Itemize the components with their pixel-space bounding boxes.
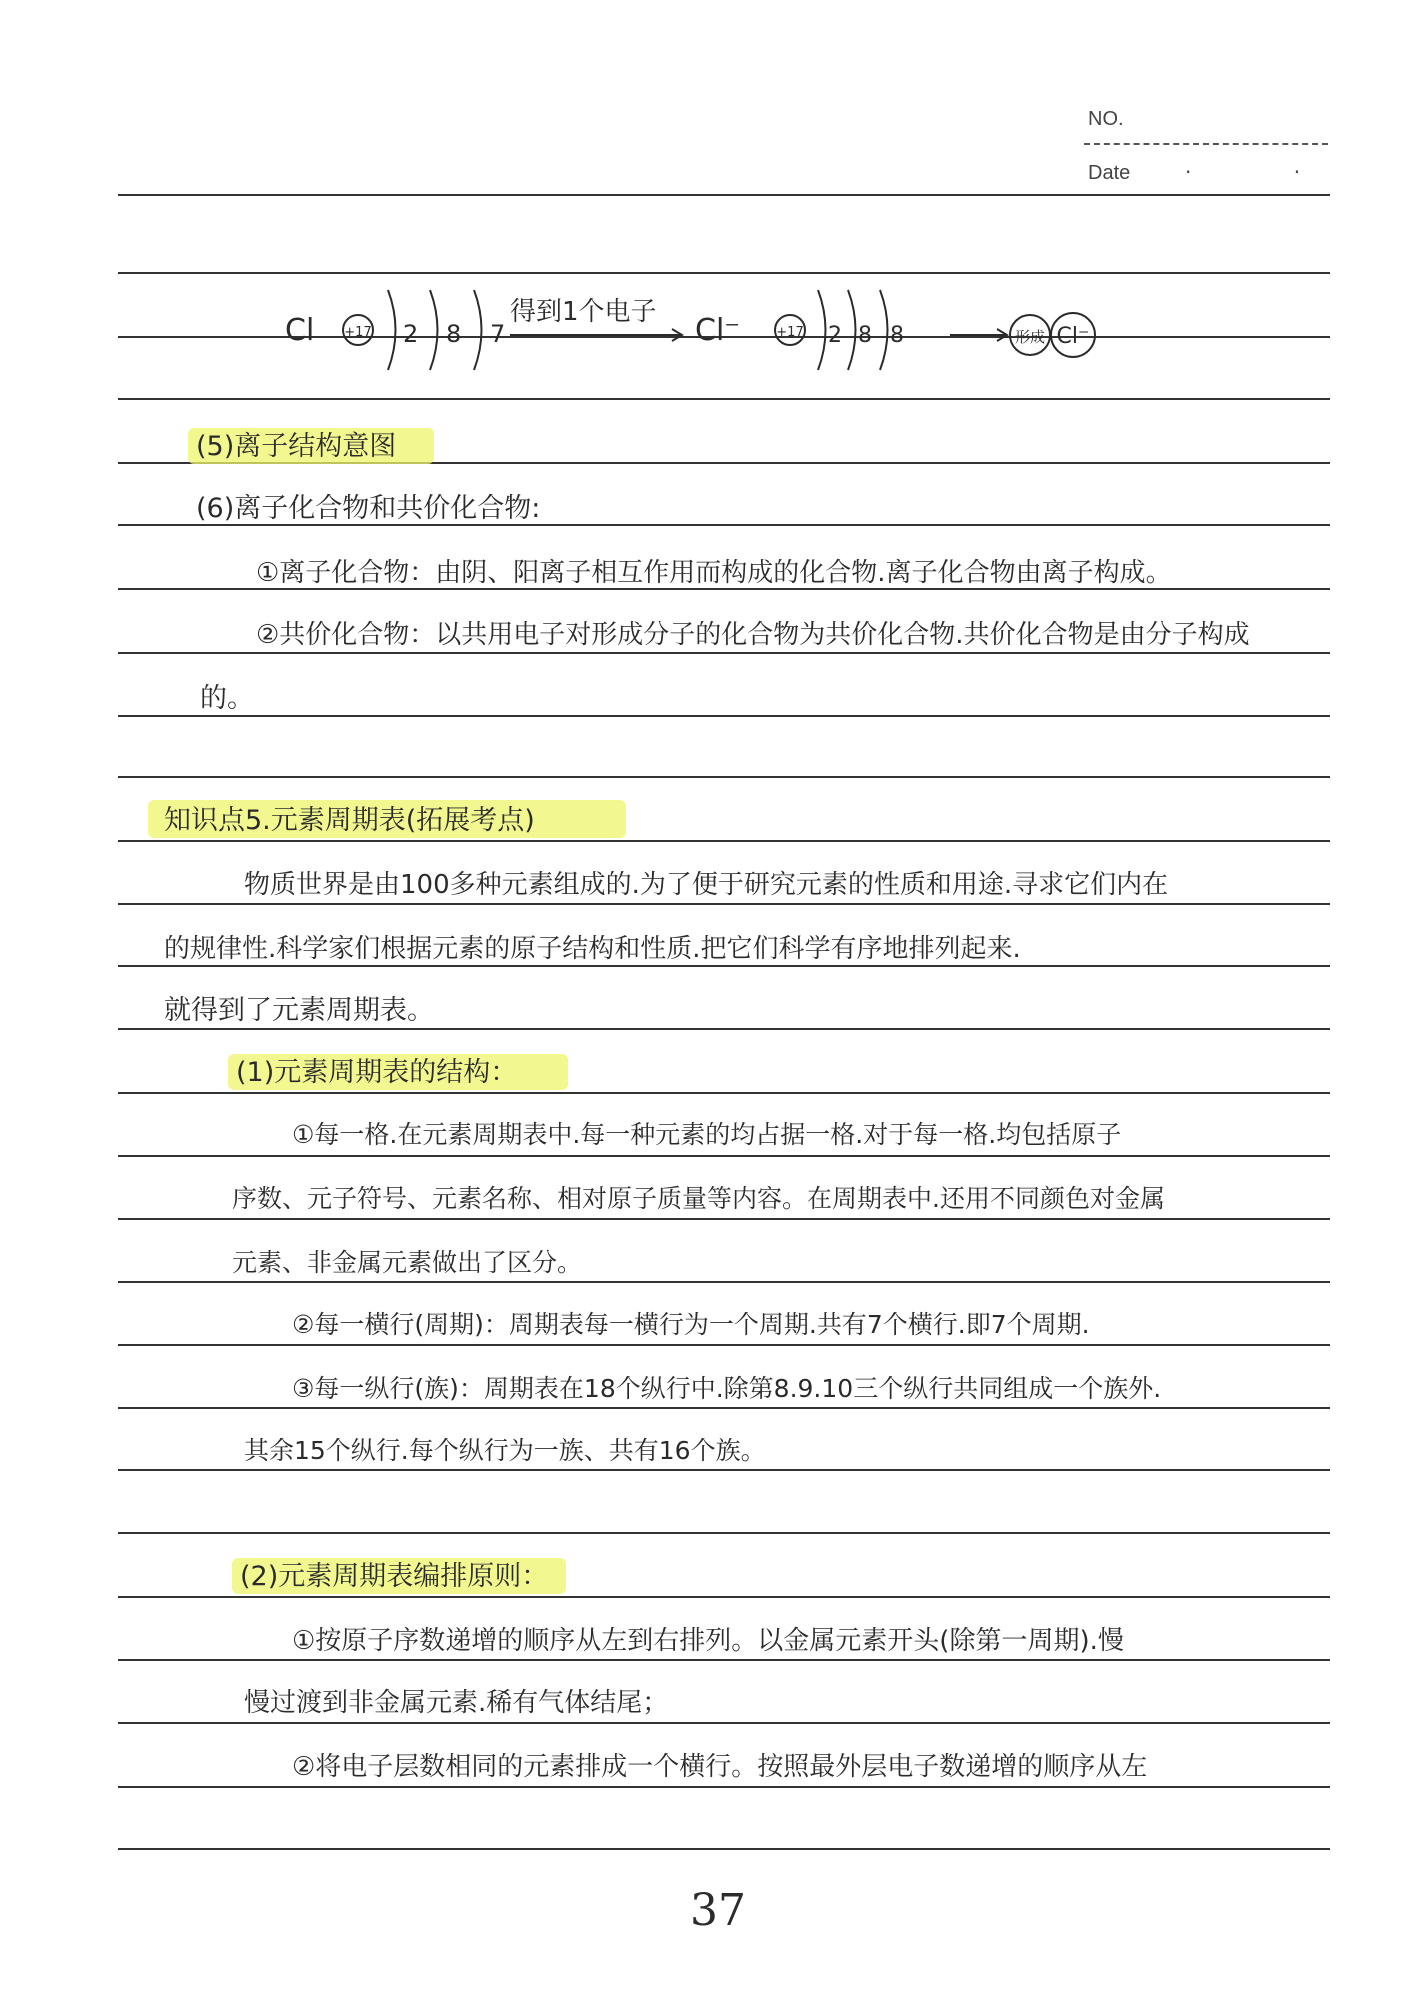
electron-shell-arc: [388, 290, 396, 370]
ruled-line: [118, 1407, 1330, 1409]
subsection-2-title: (2)元素周期表编排原则：: [240, 1561, 549, 1592]
reaction-arrow-label: 得到1个电子: [510, 297, 657, 327]
electron-shell-arc: [430, 290, 438, 370]
sub2-item-2-line-1: ②将电子层数相同的元素排成一个横行。按照最外层电子数递增的顺序从左: [292, 1752, 1148, 1782]
sub1-item-3-line-2: 其余15个纵行.每个纵行为一族、共有16个族。: [244, 1436, 766, 1465]
ruled-line: [118, 840, 1330, 842]
ruled-line: [118, 1281, 1330, 1283]
ruled-line: [118, 1344, 1330, 1346]
ruled-line: [118, 1218, 1330, 1220]
sub1-item-2: ②每一横行(周期)：周期表每一横行为一个周期.共有7个横行.即7个周期.: [292, 1310, 1090, 1339]
kp5-paragraph-line-3: 就得到了元素周期表。: [164, 995, 434, 1026]
cl-ion-symbol: Cl⁻: [695, 313, 741, 348]
ruled-line: [118, 1469, 1330, 1471]
ruled-line: [118, 194, 1330, 196]
sub1-item-1-line-3: 元素、非金属元素做出了区分。: [232, 1248, 583, 1277]
sub2-item-1-line-2: 慢过渡到非金属元素.稀有气体结尾；: [244, 1688, 669, 1718]
page-number: 37: [690, 1885, 746, 1936]
cl-atom-symbol: Cl: [285, 313, 315, 348]
cl-atom-shell-3: 7: [490, 320, 506, 348]
section-5-title: (5)离子结构意图: [196, 431, 397, 462]
electron-shell-arc: [818, 290, 826, 370]
ruled-line: [118, 652, 1330, 654]
section-6-item-2-line-2: 的。: [200, 683, 254, 714]
section-6-item-1: ①离子化合物：由阴、阳离子相互作用而构成的化合物.离子化合物由离子构成。: [256, 558, 1172, 588]
sub1-item-1-line-1: ①每一格.在元素周期表中.每一种元素的均占据一格.对于每一格.均包括原子: [292, 1120, 1122, 1149]
sub1-item-1-line-2: 序数、元子符号、元素名称、相对原子质量等内容。在周期表中.还用不同颜色对金属: [232, 1184, 1165, 1213]
cl-ion-shell-2: 8: [858, 323, 872, 348]
sub2-item-1-line-1: ①按原子序数递增的顺序从左到右排列。以金属元素开头(除第一周期).慢: [292, 1626, 1124, 1656]
cl-atom-shell-1: 2: [403, 320, 419, 348]
sub1-item-3-line-1: ③每一纵行(族)：周期表在18个纵行中.除第8.9.10三个纵行共同组成一个族外.: [292, 1374, 1162, 1403]
cl-ion-nucleus-charge: +17: [776, 325, 804, 340]
ion-structure-diagram: [270, 280, 1130, 420]
ruled-line: [118, 715, 1330, 717]
section-6-item-2-line-1: ②共价化合物：以共用电子对形成分子的化合物为共价化合物.共价化合物是由分子构成: [256, 620, 1250, 650]
header-date-label: Date: [1088, 162, 1131, 184]
header-dashed-line: [1084, 143, 1328, 145]
ruled-line: [118, 1786, 1330, 1788]
subsection-1-title: (1)元素周期表的结构：: [236, 1057, 518, 1088]
kp5-paragraph-line-2: 的规律性.科学家们根据元素的原子结构和性质.把它们科学有序地排列起来.: [164, 934, 1021, 964]
ruled-line: [118, 1155, 1330, 1157]
ruled-line: [118, 1722, 1330, 1724]
electron-shell-arc: [848, 290, 856, 370]
electron-shell-arc: [474, 290, 482, 370]
ruled-line: [118, 903, 1330, 905]
ruled-line: [118, 1596, 1330, 1598]
header-date-dots: · ·: [1185, 160, 1349, 184]
electron-shell-arc: [880, 290, 888, 370]
ruled-line: [118, 776, 1330, 778]
ruled-line: [118, 1532, 1330, 1534]
kp5-paragraph-line-1: 物质世界是由100多种元素组成的.为了便于研究元素的性质和用途.寻求它们内在: [244, 870, 1169, 900]
ruled-line: [118, 1848, 1330, 1850]
ruled-line: [118, 1092, 1330, 1094]
knowledge-point-5-title: 知识点5.元素周期表(拓展考点): [164, 805, 535, 836]
cl-atom-nucleus-charge: +17: [344, 325, 372, 340]
cl-atom-shell-2: 8: [446, 320, 462, 348]
ruled-line: [118, 1028, 1330, 1030]
ruled-line: [118, 1659, 1330, 1661]
section-6-title: (6)离子化合物和共价化合物:: [196, 493, 541, 524]
cl-ion-shell-3: 8: [890, 323, 904, 348]
result-label-b: Cl⁻: [1056, 324, 1090, 349]
result-label-a: 形成: [1014, 328, 1046, 346]
ruled-line: [118, 272, 1330, 274]
header-no-label: NO.: [1088, 108, 1124, 130]
cl-ion-shell-1: 2: [828, 323, 842, 348]
